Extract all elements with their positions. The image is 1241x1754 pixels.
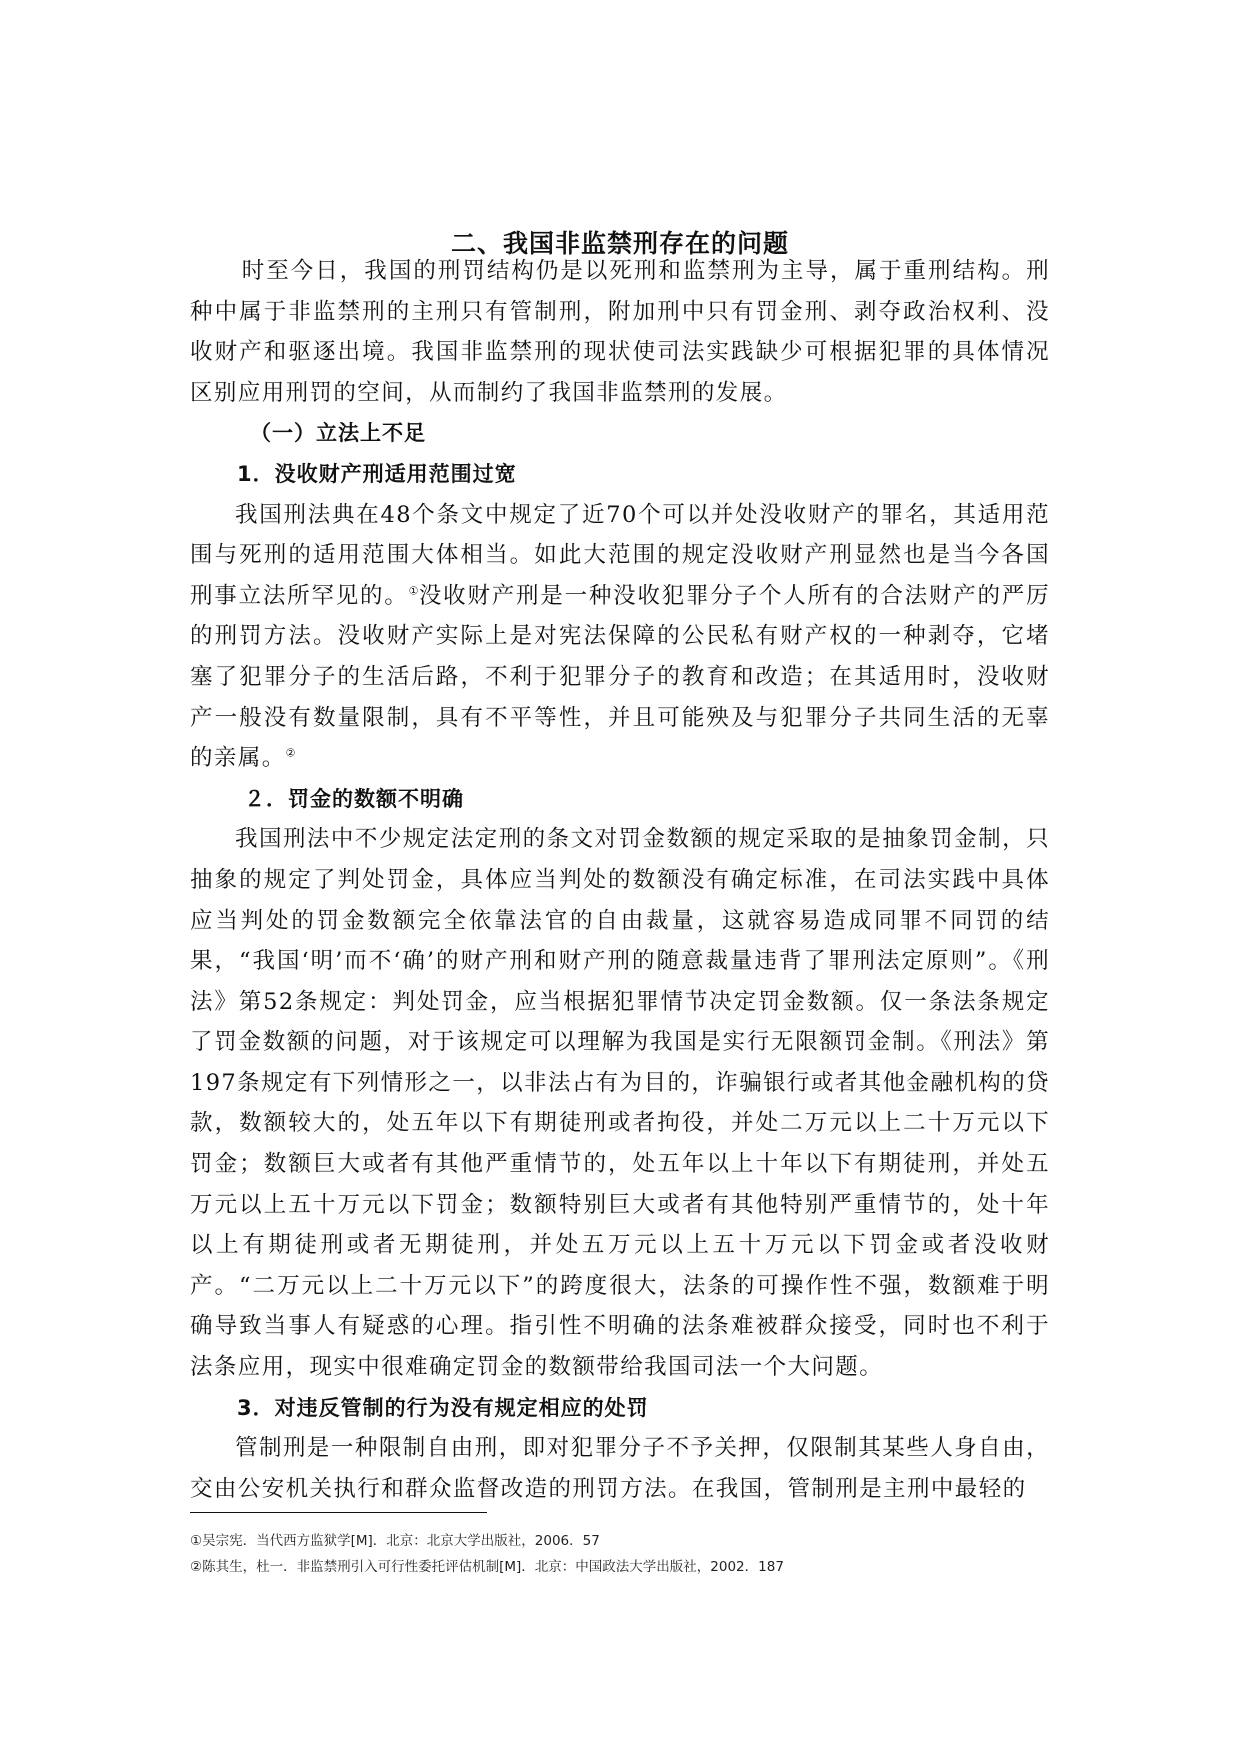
footnote-divider [190, 1512, 487, 1513]
paragraph-1-text-b: 没收财产刑是一种没收犯罪分子个人所有的合法财产的严厉的刑罚方法。没收财产实际上是对宪法保障的公民私有财产权的一种剥夺，它堵塞了犯罪分子的生活后路，不利于犯罪分子的教育和改造；在其适用时，没收财产一般没有数量限制，具有不平等性，并且可能殃及与犯罪分子共同生活的无辜的亲属。 [190, 582, 1050, 772]
paragraph-1-text-a: 我国刑法典在48个条文中规定了近70个可以并处没收财产的罪名，其适用范围与死刑的适用范围大体相当。如此大范围的规定没收财产刑显然也是当今各国刑事立法所罕见的。 [190, 501, 1050, 609]
subheading-2: ２．罚金的数额不明确 [244, 786, 464, 811]
subheading-3: 3．对违反管制的行为没有规定相应的处罚 [237, 1395, 649, 1420]
paragraph-3: 管制刑是一种限制自由刑，即对犯罪分子不予关押，仅限制其某些人身自由，交由公安机关执行和群众监督改造的刑罚方法。在我国，管制刑是主刑中最轻的 [190, 1435, 1050, 1502]
footnote-ref-2: ② [285, 746, 296, 760]
footnote-2: ②陈其生，杜一．非监禁刑引入可行性委托评估机制[M]．北京：中国政法大学出版社，2002．187 [190, 1559, 784, 1575]
body-text [190, 251, 1050, 1509]
section-heading: （一）立法上不足 [250, 421, 426, 446]
paragraph-2: 我国刑法中不少规定法定刑的条文对罚金数额的规定采取的是抽象罚金制，只抽象的规定了判处罚金，具体应当判处的数额没有确定标准，在司法实践中具体应当判处的罚金数额完全依靠法官的自由裁量，这就容易造成同罪不同罚的结果，“我国‘明’而不‘确’的财产刑和财产刑的随意裁量违背了罪刑法定原则”。《刑法》第52条规定：判处罚金，应当根据犯罪情节决定罚金数额。仅一条法条规定了罚金数额的问题，对于该规定可以理解为我国是实行无限额罚金制。《刑法》第197条规定有下列情形之一，以非法占有为目的，诈骗银行或者其他金融机构的贷款，数额较大的，处五年以下有期徒刑或者拘役，并处二万元以上二十万元以下罚金；数额巨大或者有其他严重情节的，处五年以上十年以下有期徒刑，并处五万元以上五十万元以下罚金；数额特别巨大或者有其他特别严重情节的，处十年以上有期徒刑或者无期徒刑，并处五万元以上五十万元以下罚金或者没收财产。“二万元以上二十万元以下”的跨度很大，法条的可操作性不强，数额难于明确导致当事人有疑惑的心理。指引性不明确的法条难被群众接受，同时也不利于法条应用，现实中很难确定罚金的数额带给我国司法一个大问题。 [190, 826, 1050, 1381]
footnote-1: ①吴宗宪．当代西方监狱学[M]．北京：北京大学出版社，2006．57 [190, 1533, 600, 1549]
subheading-1: 1．没收财产刑适用范围过宽 [237, 461, 517, 486]
intro-paragraph: 时至今日，我国的刑罚结构仍是以死刑和监禁刑为主导，属于重刑结构。刑种中属于非监禁刑的主刑只有管制刑，附加刑中只有罚金刑、剥夺政治权利、没收财产和驱逐出境。我国非监禁刑的现状使司法实践缺少可根据犯罪的具体情况区别应用刑罚的空间，从而制约了我国非监禁刑的发展。 [190, 258, 1050, 406]
footnote-ref-1: ① [408, 584, 419, 598]
paragraph-1 [190, 495, 1050, 779]
page-title: 二、我国非监禁刑存在的问题 [450, 228, 789, 258]
footnotes [190, 1528, 1050, 1580]
